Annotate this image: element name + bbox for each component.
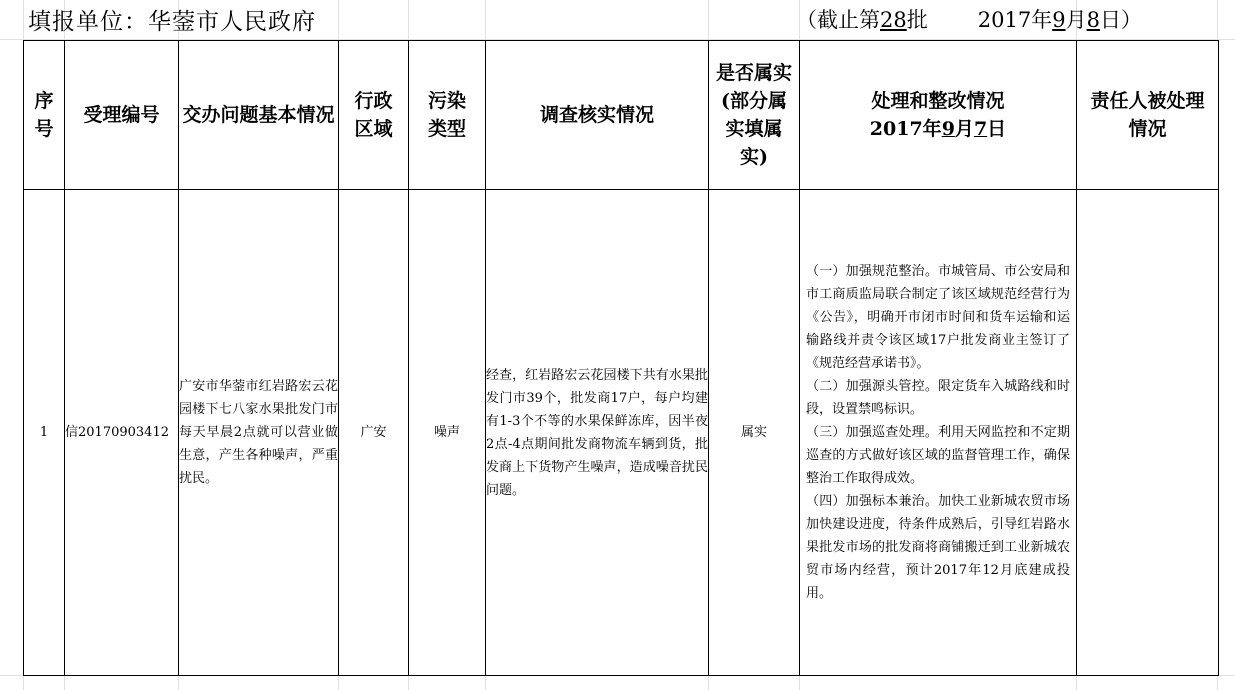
header-handling-month: 9 <box>941 118 955 140</box>
header-handling <box>800 41 1077 190</box>
cell-investigation: 经查，红岩路宏云花园楼下共有水果批发门市39个，批发商17户，每户均建有1-3个不等的水果保鲜冻库，因半夜2点-4点期间批发商物流车辆到货，批发商上下货物产生噪声，造成噪音扰民问题。 <box>486 190 709 676</box>
header-issue: 交办问题基本情况 <box>179 41 339 190</box>
batch-date <box>796 4 1142 34</box>
header-district: 行政区域 <box>339 41 409 190</box>
header-handling-day-unit: 日 <box>987 118 1007 140</box>
header-accountability: 责任人被处理情况 <box>1077 41 1219 190</box>
cell-verified: 属实 <box>709 190 800 676</box>
report-table <box>23 40 1219 676</box>
handling-item-2: （二）加强源头管控。限定货车入城路线和时段，设置禁鸣标识。 <box>806 379 1070 417</box>
header-pollution: 污染类型 <box>409 41 486 190</box>
batch-prefix: （截止第 <box>796 8 880 32</box>
handling-item-4: （四）加强标本兼治。加快工业新城农贸市场加快建设进度，待条件成熟后，引导红岩路水果批发市场的批发商将商铺搬迁到工业新城农贸市场内经营，预计2017年12月底建成投用。 <box>806 494 1070 601</box>
header-handling-date <box>800 115 1076 143</box>
table-row <box>24 190 1219 676</box>
date-day: 8 <box>1086 8 1100 32</box>
handling-item-3: （三）加强巡查处理。利用天网监控和不定期巡查的方式做好该区域的监督管理工作，确保整治工作取得成效。 <box>806 425 1070 486</box>
header-seq: 序号 <box>24 41 65 190</box>
header-handling-title: 处理和整改情况 <box>871 90 1005 112</box>
batch-number: 28 <box>880 8 907 32</box>
cell-issue: 广安市华蓥市红岩路宏云花园楼下七八家水果批发门市每天早晨2点就可以营业做生意，产生各种噪声，严重扰民。 <box>179 190 339 676</box>
header-case-no: 受理编号 <box>65 41 179 190</box>
header-row <box>24 41 1219 190</box>
cell-accountability <box>1077 190 1219 676</box>
reporting-unit: 填报单位：华蓥市人民政府 <box>28 9 316 35</box>
header-handling-day: 7 <box>973 118 988 140</box>
cell-seq: 1 <box>24 190 65 676</box>
cell-case-no: 信20170903412 <box>65 190 179 676</box>
date-year: 2017年 <box>977 8 1053 32</box>
handling-item-1: （一）加强规范整治。市城管局、市公安局和市工商质监局联合制定了该区域规范经营行为《公告》，明确开市闭市时间和货车运输和运输路线并责令该区域17户批发商业主签订了《规范经营承诺书》。 <box>806 264 1070 371</box>
date-month: 9 <box>1052 8 1066 32</box>
cell-pollution: 噪声 <box>409 190 486 676</box>
date-month-unit: 月 <box>1065 8 1087 32</box>
header-verified: 是否属实(部分属实填属实) <box>709 41 800 190</box>
cell-handling <box>800 190 1077 676</box>
cell-district: 广安 <box>339 190 409 676</box>
header-investigation: 调查核实情况 <box>486 41 709 190</box>
header-handling-month-unit: 月 <box>954 118 974 140</box>
header-handling-year: 2017年 <box>869 118 942 140</box>
date-day-unit: 日） <box>1099 8 1142 32</box>
batch-suffix: 批 <box>906 8 928 32</box>
